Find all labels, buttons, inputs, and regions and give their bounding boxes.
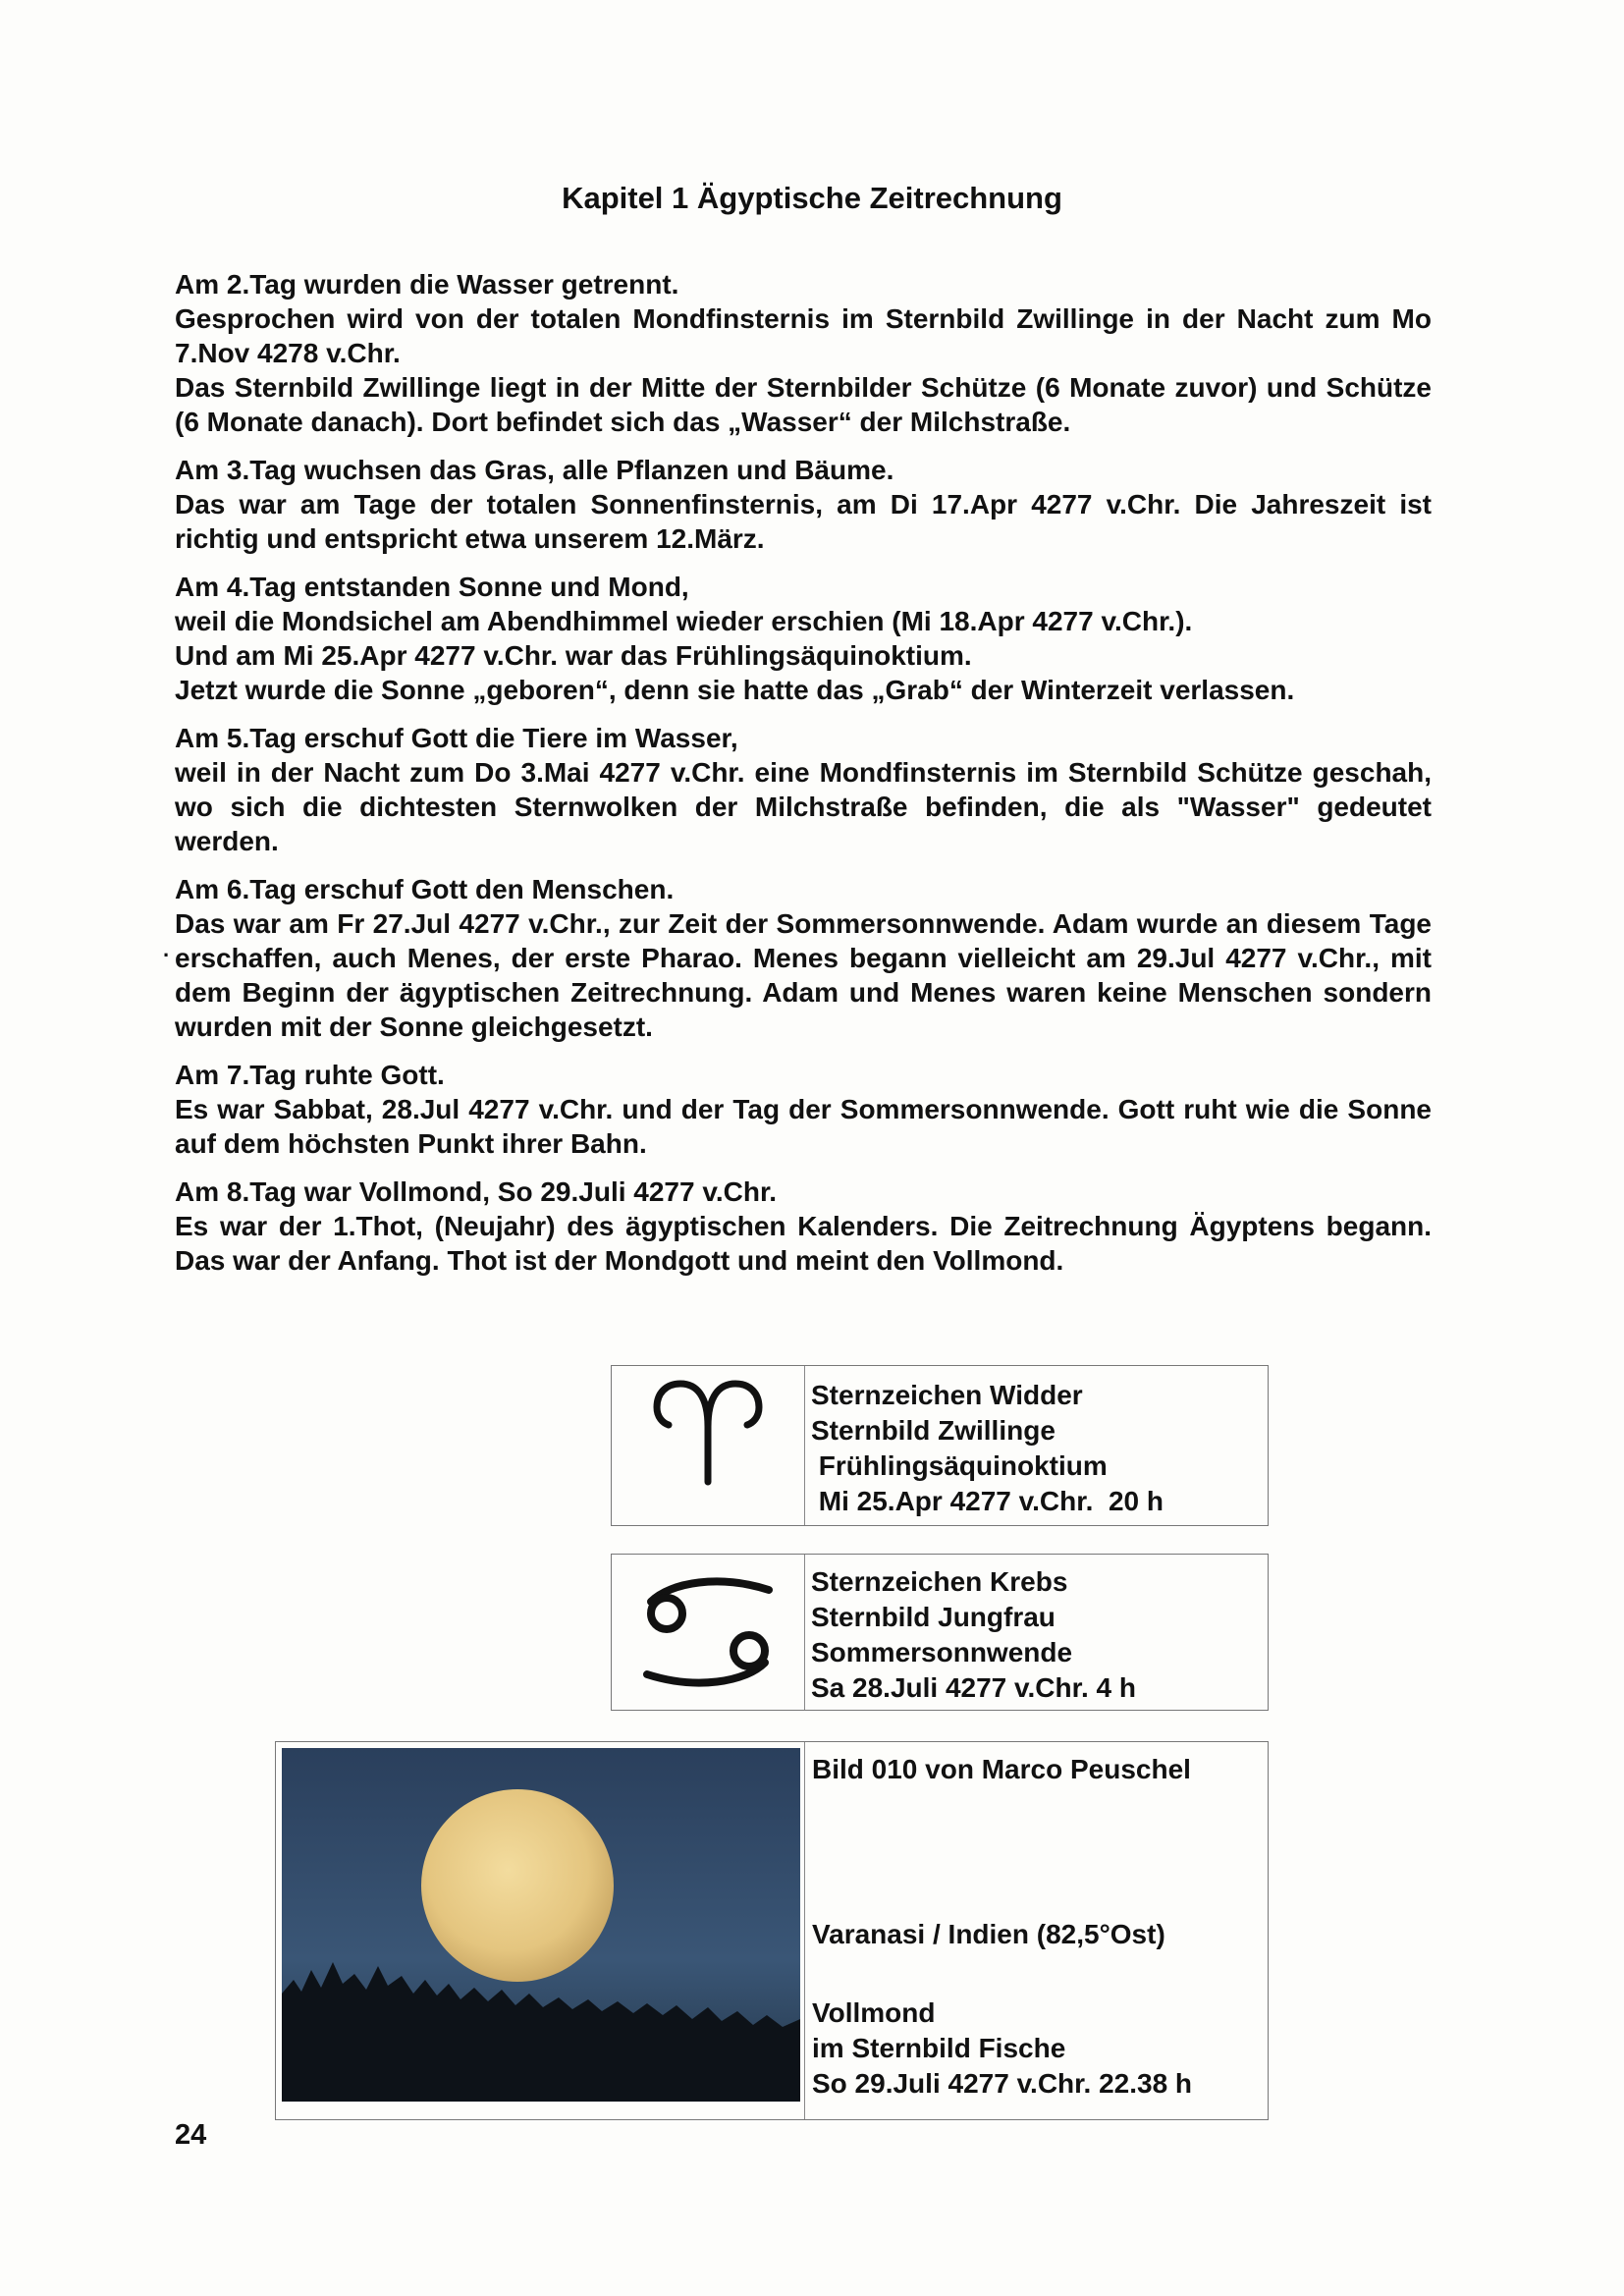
paragraph-line: weil in der Nacht zum Do 3.Mai 4277 v.Chr. eine Mondfinsternis im Sternbild Schütze geschah, wo sich die dichtesten Sternwolken der Milchstraße befinden, die als "Wasser" gedeutet werden. — [175, 757, 1432, 856]
photo-line: im Sternbild Fische — [812, 2033, 1066, 2063]
paragraph-line: Am 2.Tag wurden die Wasser getrennt. — [175, 269, 679, 300]
photo-caption: Bild 010 von Marco Peuschel — [812, 1754, 1191, 1784]
aries-icon — [612, 1366, 805, 1525]
photo-details — [812, 1995, 1192, 2102]
paragraph-day-7 — [175, 1058, 1432, 1161]
aries-line: Sternbild Zwillinge — [811, 1415, 1056, 1446]
paragraph-line: Am 7.Tag ruhte Gott. — [175, 1060, 445, 1090]
photo-location: Varanasi / Indien (82,5°Ost) — [812, 1919, 1165, 1949]
cancer-line: Sternzeichen Krebs — [811, 1566, 1068, 1597]
paragraph-line: Am 5.Tag erschuf Gott die Tiere im Wasser, — [175, 723, 738, 753]
paragraph-day-8 — [175, 1175, 1432, 1278]
paragraph-day-5 — [175, 721, 1432, 858]
margin-mark: · — [163, 943, 171, 967]
cancer-info-box — [611, 1554, 1269, 1711]
paragraph-line: Das Sternbild Zwillinge liegt in der Mitte der Sternbilder Schütze (6 Monate zuvor) und Schütze (6 Monate danach). Dort befindet sich das „Wasser“ der Milchstraße. — [175, 372, 1432, 437]
aries-line: Frühlingsäquinoktium — [811, 1450, 1108, 1481]
paragraph-line: Am 3.Tag wuchsen das Gras, alle Pflanzen und Bäume. — [175, 455, 894, 485]
aries-line: Mi 25.Apr 4277 v.Chr. 20 h — [811, 1486, 1164, 1516]
paragraph-line: Am 4.Tag entstanden Sonne und Mond, — [175, 572, 689, 602]
cancer-text — [811, 1564, 1136, 1706]
page-number: 24 — [175, 2119, 207, 2151]
photo-line: Vollmond — [812, 1997, 936, 2028]
paragraph-day-4 — [175, 570, 1432, 707]
paragraph-line: Am 8.Tag war Vollmond, So 29.Juli 4277 v.Chr. — [175, 1176, 778, 1207]
aries-line: Sternzeichen Widder — [811, 1380, 1083, 1410]
photo-text — [812, 1752, 1254, 2115]
cancer-line: Sternbild Jungfrau — [811, 1602, 1056, 1632]
cancer-line: Sommersonnwende — [811, 1637, 1073, 1667]
paragraph-line: Und am Mi 25.Apr 4277 v.Chr. war das Frühlingsäquinoktium. — [175, 640, 972, 671]
cancer-icon — [612, 1555, 805, 1710]
aries-info-box — [611, 1365, 1269, 1526]
photo-cell — [276, 1742, 805, 2119]
paragraph-line: Es war der 1.Thot, (Neujahr) des ägyptischen Kalenders. Die Zeitrechnung Ägyptens begann. Das war der Anfang. Thot ist der Mondgott und meint den Vollmond. — [175, 1211, 1432, 1276]
body-text — [175, 267, 1432, 1291]
photo-info-box — [275, 1741, 1269, 2120]
paragraph-day-3 — [175, 453, 1432, 556]
paragraph-line: Gesprochen wird von der totalen Mondfinsternis im Sternbild Zwillinge in der Nacht zum Mo 7.Nov 4278 v.Chr. — [175, 303, 1432, 368]
paragraph-line: Jetzt wurde die Sonne „geboren“, denn sie hatte das „Grab“ der Winterzeit verlassen. — [175, 675, 1295, 705]
paragraph-line: Das war am Tage der totalen Sonnenfinsternis, am Di 17.Apr 4277 v.Chr. Die Jahreszeit ist richtig und entspricht etwa unserem 12.März. — [175, 489, 1432, 554]
chapter-title: Kapitel 1 Ägyptische Zeitrechnung — [562, 181, 1062, 215]
paragraph-line: Das war am Fr 27.Jul 4277 v.Chr., zur Zeit der Sommersonnwende. Adam wurde an diesem Tage erschaffen, auch Menes, der erste Pharao. Menes begann vielleicht am 29.Jul 4277 v.Chr., mit dem Beginn der ägyptischen Zeitrechnung. Adam und Menes waren keine Menschen sondern wurden mit der Sonne gleichgesetzt. — [175, 908, 1432, 1042]
paragraph-line: Es war Sabbat, 28.Jul 4277 v.Chr. und der Tag der Sommersonnwende. Gott ruht wie die Sonne auf dem höchsten Punkt ihrer Bahn. — [175, 1094, 1432, 1159]
cancer-line: Sa 28.Juli 4277 v.Chr. 4 h — [811, 1672, 1136, 1703]
paragraph-day-2 — [175, 267, 1432, 439]
paragraph-line: weil die Mondsichel am Abendhimmel wieder erschien (Mi 18.Apr 4277 v.Chr.). — [175, 606, 1193, 636]
paragraph-day-6 — [175, 872, 1432, 1044]
photo-line: So 29.Juli 4277 v.Chr. 22.38 h — [812, 2068, 1193, 2099]
full-moon-photo — [282, 1748, 800, 2102]
paragraph-line: Am 6.Tag erschuf Gott den Menschen. — [175, 874, 675, 904]
aries-text — [811, 1378, 1164, 1519]
